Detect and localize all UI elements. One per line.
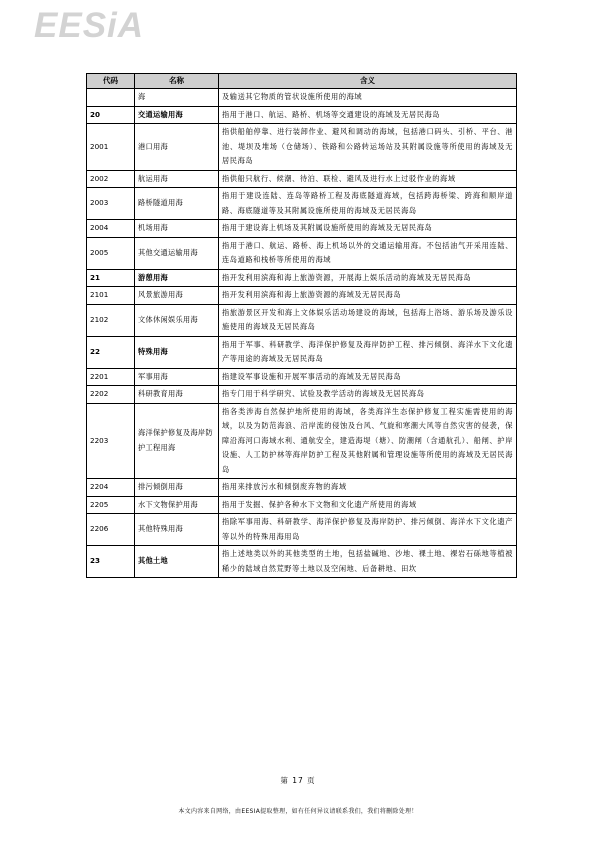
table-row xyxy=(87,269,517,287)
table-row xyxy=(87,514,517,546)
table-row xyxy=(87,237,517,269)
column-header-code: 代码 xyxy=(87,74,135,89)
cell-code: 2002 xyxy=(87,170,135,188)
cell-name: 其他特殊用海 xyxy=(135,514,219,546)
cell-name: 风景旅游用海 xyxy=(135,287,219,305)
cell-code: 2003 xyxy=(87,188,135,220)
table-row xyxy=(87,546,517,578)
cell-name: 文体休闲娱乐用海 xyxy=(135,304,219,336)
cell-code: 2205 xyxy=(87,496,135,514)
footer-disclaimer: 本文内容来自网络，由EESIA提取整理，如有任何异议请联系我们，我们将删除处理！ xyxy=(178,808,418,815)
table-row xyxy=(87,89,517,107)
cell-code: 2203 xyxy=(87,403,135,479)
table-row xyxy=(87,124,517,171)
column-header-meaning: 含义 xyxy=(219,74,517,89)
table-row xyxy=(87,496,517,514)
land-use-code-table xyxy=(86,73,517,578)
cell-name: 水下文物保护用海 xyxy=(135,496,219,514)
cell-name: 其他土地 xyxy=(135,546,219,578)
cell-name: 科研教育用海 xyxy=(135,386,219,404)
table-row xyxy=(87,479,517,497)
cell-meaning: 指建设军事设施和开展军事活动的海域及无居民海岛 xyxy=(219,368,517,386)
cell-name: 港口用海 xyxy=(135,124,219,171)
cell-name: 特殊用海 xyxy=(135,336,219,368)
column-header-name: 名称 xyxy=(135,74,219,89)
cell-code xyxy=(87,89,135,107)
cell-meaning: 指除军事用海、科研教学、海洋保护修复及海岸防护、排污倾倒、海洋水下文化遗产等以外的特殊用海用岛 xyxy=(219,514,517,546)
cell-name: 交通运输用海 xyxy=(135,106,219,124)
table-row xyxy=(87,403,517,479)
cell-code: 2004 xyxy=(87,220,135,238)
cell-meaning: 指用于军事、科研教学、海洋保护修复及海岸防护工程、排污倾倒、海洋水下文化遗产等用途的海域及无居民海岛 xyxy=(219,336,517,368)
eesia-logo: EESiA xyxy=(34,6,145,45)
cell-meaning: 及输送其它物质的管状设施所使用的海域 xyxy=(219,89,517,107)
table-row xyxy=(87,336,517,368)
cell-meaning: 指各类涉海自然保护地所使用的海域，各类海洋生态保护修复工程实施需使用的海域，以及为防范海浪、沿岸流的侵蚀及台风、气旋和寒潮大风等自然灾害的侵袭，保障沿海河口海域水利、通航安全，建造海堤（塘）、防潮闸（含通航孔）、船闸、护岸设施、人工防护林等海岸防护工程及其他附属和管理设施等所使用的海域及无居民海岛 xyxy=(219,403,517,479)
cell-name: 其他交通运输用海 xyxy=(135,237,219,269)
table-body xyxy=(87,89,517,578)
cell-meaning: 指开发利用滨海和海上旅游资源，开展海上娱乐活动的海域及无居民海岛 xyxy=(219,269,517,287)
page-number: 第 17 页 xyxy=(280,776,316,785)
cell-name: 海洋保护修复及海岸防护工程用海 xyxy=(135,403,219,479)
cell-meaning: 指专门用于科学研究、试验及教学活动的海域及无居民海岛 xyxy=(219,386,517,404)
table-header-row xyxy=(87,74,517,89)
table-row xyxy=(87,287,517,305)
cell-name: 排污倾倒用海 xyxy=(135,479,219,497)
cell-code: 2201 xyxy=(87,368,135,386)
cell-code: 22 xyxy=(87,336,135,368)
cell-code: 2101 xyxy=(87,287,135,305)
cell-name: 航运用海 xyxy=(135,170,219,188)
cell-code: 2001 xyxy=(87,124,135,171)
table-row xyxy=(87,106,517,124)
table-row xyxy=(87,386,517,404)
cell-code: 2204 xyxy=(87,479,135,497)
cell-meaning: 指用于建设连陆、连岛等路桥工程及海底隧道海域，包括跨海桥梁、跨海和顺岸道路、海底隧道等及其附属设施所使用的海域及无居民海岛 xyxy=(219,188,517,220)
cell-meaning: 指用于建设海上机场及其附属设施所使用的海域及无居民海岛 xyxy=(219,220,517,238)
cell-meaning: 指旅游景区开发和海上文体娱乐活动场建设的海域，包括海上浴场、游乐场及游乐设施使用的海域及无居民海岛 xyxy=(219,304,517,336)
cell-meaning: 指开发利用滨海和海上旅游资源的海域及无居民海岛 xyxy=(219,287,517,305)
cell-name: 机场用海 xyxy=(135,220,219,238)
cell-meaning: 指用于港口、航运、路桥、海上机场以外的交通运输用海。不包括油气开采用连陆、连岛道路和栈桥等所使用的海域 xyxy=(219,237,517,269)
table-row xyxy=(87,368,517,386)
cell-code: 2206 xyxy=(87,514,135,546)
cell-code: 2202 xyxy=(87,386,135,404)
cell-meaning: 指供船舶停靠、进行装卸作业、避风和调动的海域，包括港口码头、引桥、平台、港池、堤坝及堆场（仓储场）、铁路和公路转运场站及其附属设施等所使用的海域及无居民海岛 xyxy=(219,124,517,171)
cell-code: 2102 xyxy=(87,304,135,336)
cell-code: 21 xyxy=(87,269,135,287)
cell-meaning: 指供船只航行、候潮、待泊、联检、避风及进行水上过驳作业的海域 xyxy=(219,170,517,188)
cell-code: 2005 xyxy=(87,237,135,269)
table-row xyxy=(87,304,517,336)
cell-name: 路桥隧道用海 xyxy=(135,188,219,220)
cell-meaning: 指上述地类以外的其他类型的土地，包括盐碱地、沙地、裸土地、裸岩石砾地等植被稀少的陆域自然荒野等土地以及空闲地、后备耕地、田坎 xyxy=(219,546,517,578)
table-row xyxy=(87,170,517,188)
table-row xyxy=(87,188,517,220)
cell-meaning: 指用于发掘、保护各种水下文物和文化遗产所使用的海域 xyxy=(219,496,517,514)
table-row xyxy=(87,220,517,238)
cell-meaning: 指用来排放污水和倾倒废弃物的海域 xyxy=(219,479,517,497)
cell-code: 20 xyxy=(87,106,135,124)
cell-code: 23 xyxy=(87,546,135,578)
cell-name: 海 xyxy=(135,89,219,107)
cell-name: 军事用海 xyxy=(135,368,219,386)
cell-name: 游憩用海 xyxy=(135,269,219,287)
cell-meaning: 指用于港口、航运、路桥、机场等交通建设的海域及无居民海岛 xyxy=(219,106,517,124)
